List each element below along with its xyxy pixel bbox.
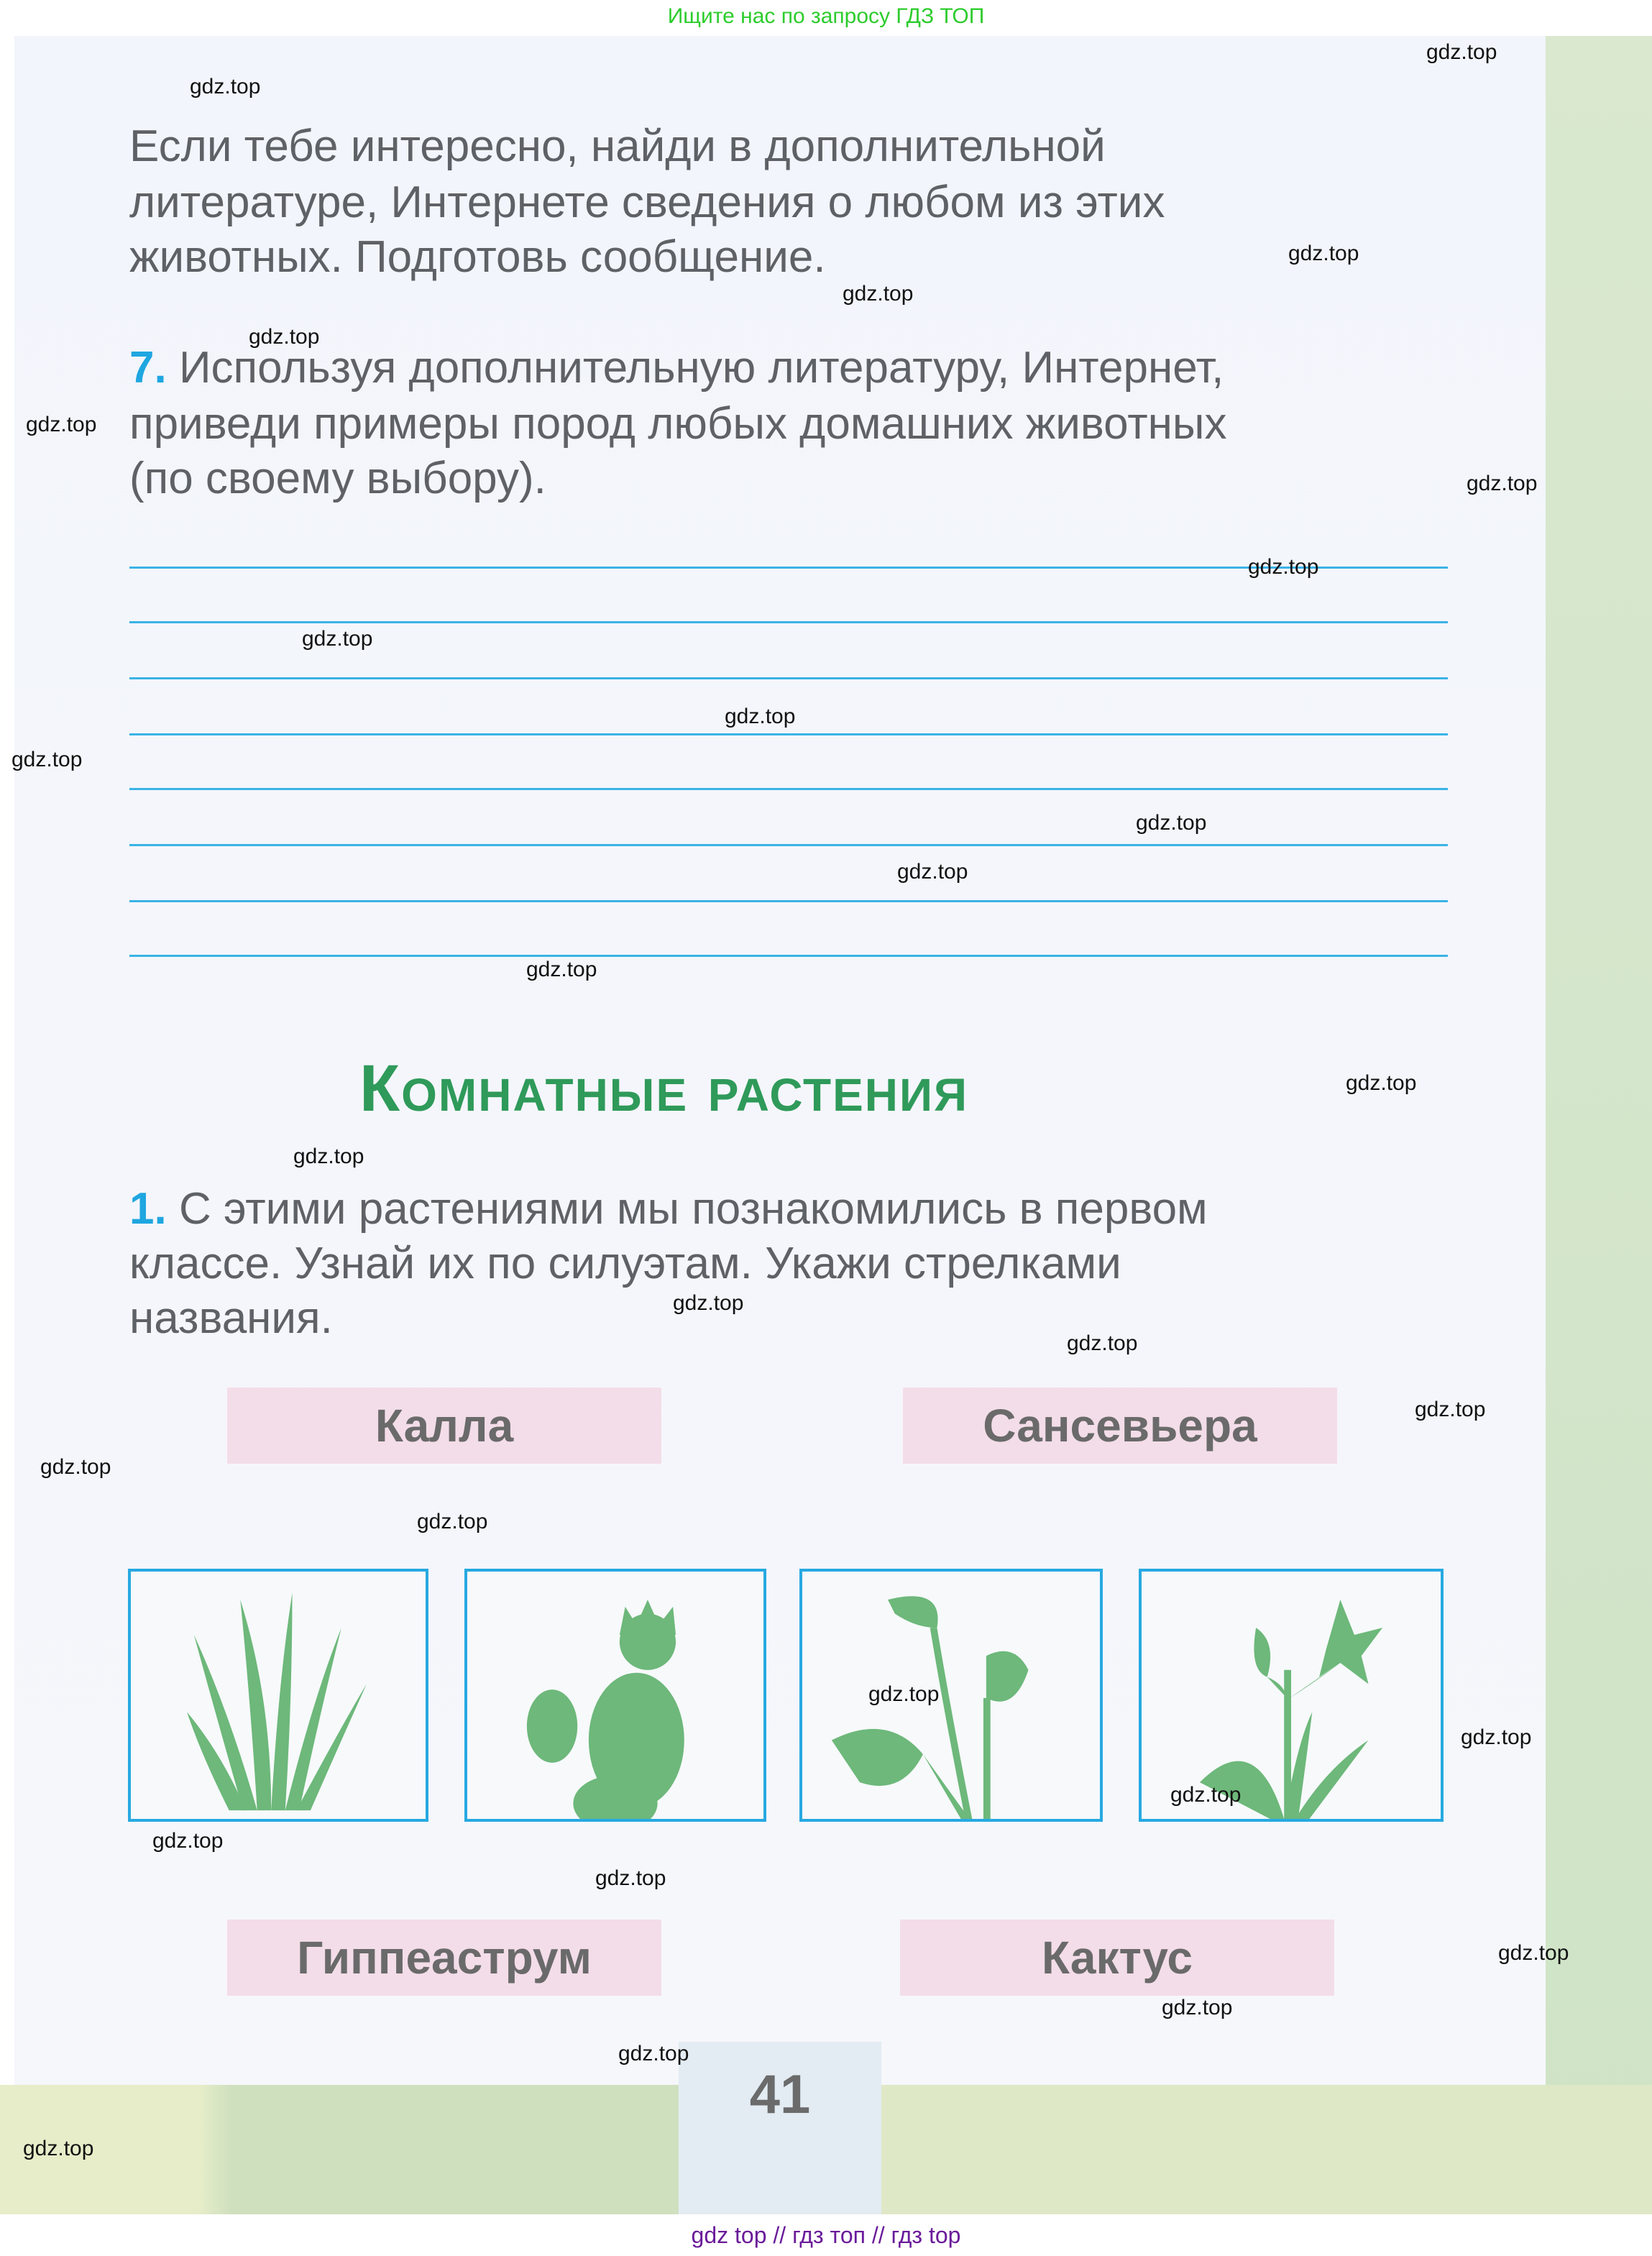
task1-line-3: названия. [129,1293,333,1343]
cactus-icon [467,1572,763,1819]
label-cactus[interactable]: Кактус [900,1920,1334,1996]
watermark: gdz.top [868,1682,940,1706]
answer-line[interactable] [129,844,1448,846]
watermark: gdz.top [152,1829,224,1853]
watermark: gdz.top [843,282,914,306]
watermark: gdz.top [417,1510,488,1533]
task7-line-2: приведи примеры пород любых домашних животных [129,399,1227,449]
watermark: gdz.top [1415,1398,1486,1421]
hippeastrum-icon [1142,1572,1441,1819]
sansevieria-icon [131,1572,426,1819]
task1-line-1: С этими растениями мы познакомились в первом [178,1184,1208,1234]
task7-line-3: (по своему выбору). [129,454,546,503]
answer-line[interactable] [129,955,1448,957]
watermark: gdz.top [618,2042,689,2065]
footer-links[interactable]: gdz top // гдз топ // гдз top [0,2214,1652,2256]
watermark: gdz.top [302,627,373,651]
watermark: gdz.top [1162,1996,1233,2019]
task7-line-1: Используя дополнительную литературу, Интернет, [178,343,1224,393]
watermark: gdz.top [1461,1725,1532,1749]
page-number: 41 [749,2064,811,2125]
task-number: 1. [129,1184,167,1234]
watermark: gdz.top [1248,555,1319,579]
watermark: gdz.top [725,705,796,728]
calla-icon [802,1572,1100,1819]
watermark: gdz.top [897,860,968,884]
watermark: gdz.top [12,748,83,771]
answer-line[interactable] [129,621,1448,623]
task-number: 7. [129,343,167,393]
watermark: gdz.top [673,1291,744,1315]
watermark: gdz.top [293,1145,364,1168]
answer-line[interactable] [129,677,1448,679]
page-edge-decoration [1546,36,1652,2214]
intro-line-1: Если тебе интересно, найди в дополнительной [129,121,1106,171]
label-hippeastrum[interactable]: Гиппеаструм [227,1920,661,1996]
answer-line[interactable] [129,733,1448,735]
cactus-silhouette[interactable] [464,1569,766,1822]
watermark: gdz.top [26,413,97,436]
watermark: gdz.top [1136,811,1207,835]
intro-line-2: литературе, Интернете сведения о любом из этих [129,178,1165,227]
watermark: gdz.top [249,325,320,349]
answer-line[interactable] [129,900,1448,902]
intro-line-3: животных. Подготовь сообщение. [129,232,826,282]
sansevieria-silhouette[interactable] [128,1569,428,1822]
calla-silhouette[interactable] [799,1569,1103,1822]
task1-line-2: классе. Узнай их по силуэтам. Укажи стрелками [129,1239,1121,1288]
search-banner[interactable]: Ищите нас по запросу ГДЗ ТОП [0,0,1652,36]
watermark: gdz.top [1067,1331,1138,1355]
watermark: gdz.top [1498,1941,1569,1965]
watermark: gdz.top [40,1455,111,1479]
label-sansevieria[interactable]: Сансевьера [903,1388,1337,1464]
section-title: Комнатные растения [359,1052,969,1125]
watermark: gdz.top [595,1866,666,1890]
watermark: gdz.top [1288,242,1359,265]
watermark: gdz.top [1346,1071,1417,1095]
watermark: gdz.top [1426,40,1497,64]
watermark: gdz.top [190,75,261,98]
answer-line[interactable] [129,788,1448,790]
watermark: gdz.top [1170,1783,1242,1807]
label-calla[interactable]: Калла [227,1388,661,1464]
watermark: gdz.top [1467,472,1538,495]
watermark: gdz.top [526,958,597,981]
watermark: gdz.top [23,2137,94,2160]
